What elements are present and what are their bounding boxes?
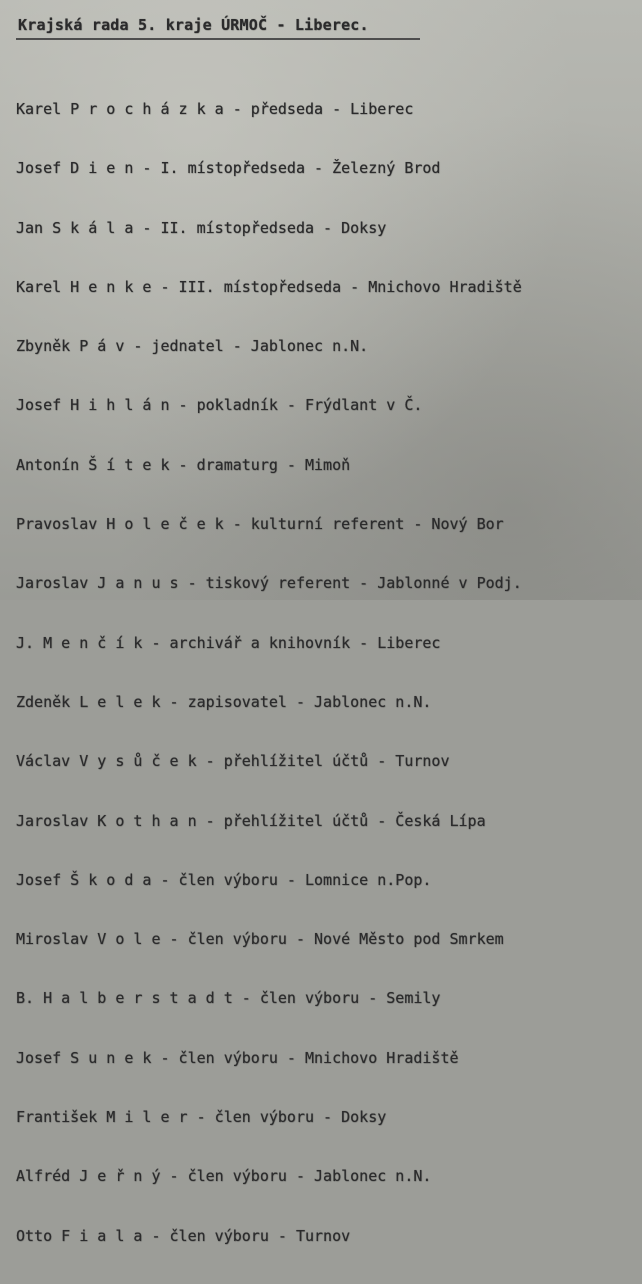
- member-name: Zdeněk L e l e k: [16, 692, 161, 711]
- member-role-place: - tiskový referent - Jablonné v Podj.: [178, 574, 522, 593]
- member-name: Josef H i h l á n: [16, 396, 170, 415]
- member-name: B. H a l b e r s t a d t: [16, 989, 233, 1008]
- member-name: Miroslav V o l e: [16, 930, 161, 949]
- member-role-place: - III. místopředseda - Mnichovo Hradiště: [151, 277, 522, 296]
- list-item: [16, 1106, 522, 1129]
- member-name: Karel H e n k e: [16, 277, 152, 296]
- member-name: Otto F i a l a: [16, 1226, 143, 1245]
- member-role-place: - zapisovatel - Jablonec n.N.: [160, 692, 432, 711]
- list-item: [16, 691, 522, 714]
- member-role-place: - pokladník - Frýdlant v Č.: [169, 396, 423, 415]
- list-item: [16, 157, 522, 180]
- member-name: František M i l e r: [16, 1108, 188, 1127]
- member-role-place: - II. místopředseda - Doksy: [133, 218, 387, 237]
- member-role-place: - kulturní referent - Nový Bor: [223, 515, 504, 534]
- list-item: [16, 98, 522, 121]
- list-item: [16, 454, 522, 477]
- list-item: [16, 1165, 522, 1188]
- list-item: [16, 928, 522, 951]
- member-role-place: - I. místopředseda - Železný Brod: [133, 159, 441, 178]
- member-name: Jaroslav K o t h a n: [16, 811, 197, 830]
- list-item: [16, 1225, 522, 1248]
- member-role-place: - člen výboru - Jablonec n.N.: [160, 1167, 432, 1186]
- member-name: Václav V y s ů č e k: [16, 752, 197, 771]
- heading-underline: [16, 38, 420, 40]
- member-role-place: - přehlížitel účtů - Česká Lípa: [196, 811, 486, 830]
- list-item: [16, 217, 522, 240]
- member-list: [16, 62, 522, 1284]
- list-item: [16, 987, 522, 1010]
- member-role-place: - člen výboru - Semily: [232, 989, 441, 1008]
- list-item: [16, 632, 522, 655]
- member-name: Alfréd J e ř n ý: [16, 1167, 161, 1186]
- member-name: Josef Š k o d a: [16, 870, 152, 889]
- member-role-place: - archivář a knihovník - Liberec: [142, 633, 441, 652]
- member-role-place: - jednatel - Jablonec n.N.: [124, 337, 369, 356]
- member-role-place: - dramaturg - Mimoň: [169, 455, 351, 474]
- list-item: [16, 810, 522, 833]
- member-name: Josef S u n e k: [16, 1048, 152, 1067]
- member-role-place: - člen výboru - Mnichovo Hradiště: [151, 1048, 459, 1067]
- member-role-place: - předseda - Liberec: [223, 100, 414, 118]
- member-name: Antonín Š í t e k: [16, 455, 170, 474]
- member-role-place: - člen výboru - Nové Město pod Smrkem: [160, 930, 504, 949]
- member-role-place: - člen výboru - Doksy: [187, 1108, 387, 1127]
- document-heading: Krajská rada 5. kraje ÚRMOČ - Liberec.: [18, 16, 369, 34]
- member-name: Jaroslav J a n u s: [16, 574, 179, 593]
- list-item: [16, 513, 522, 536]
- member-name: Karel P r o c h á z k a: [16, 100, 224, 118]
- member-name: Josef D i e n: [16, 159, 134, 178]
- list-item: [16, 335, 522, 358]
- member-name: Zbyněk P á v: [16, 337, 125, 356]
- member-role-place: - člen výboru - Lomnice n.Pop.: [151, 870, 432, 889]
- list-item: [16, 276, 522, 299]
- list-item: [16, 750, 522, 773]
- member-name: Jan S k á l a: [16, 218, 134, 237]
- member-role-place: - člen výboru - Turnov: [142, 1226, 351, 1245]
- list-item: [16, 1047, 522, 1070]
- member-name: J. M e n č í k: [16, 633, 143, 652]
- list-item: [16, 394, 522, 417]
- list-item: [16, 572, 522, 595]
- list-item: [16, 869, 522, 892]
- member-role-place: - přehlížitel účtů - Turnov: [196, 752, 450, 771]
- member-name: Pravoslav H o l e č e k: [16, 515, 224, 534]
